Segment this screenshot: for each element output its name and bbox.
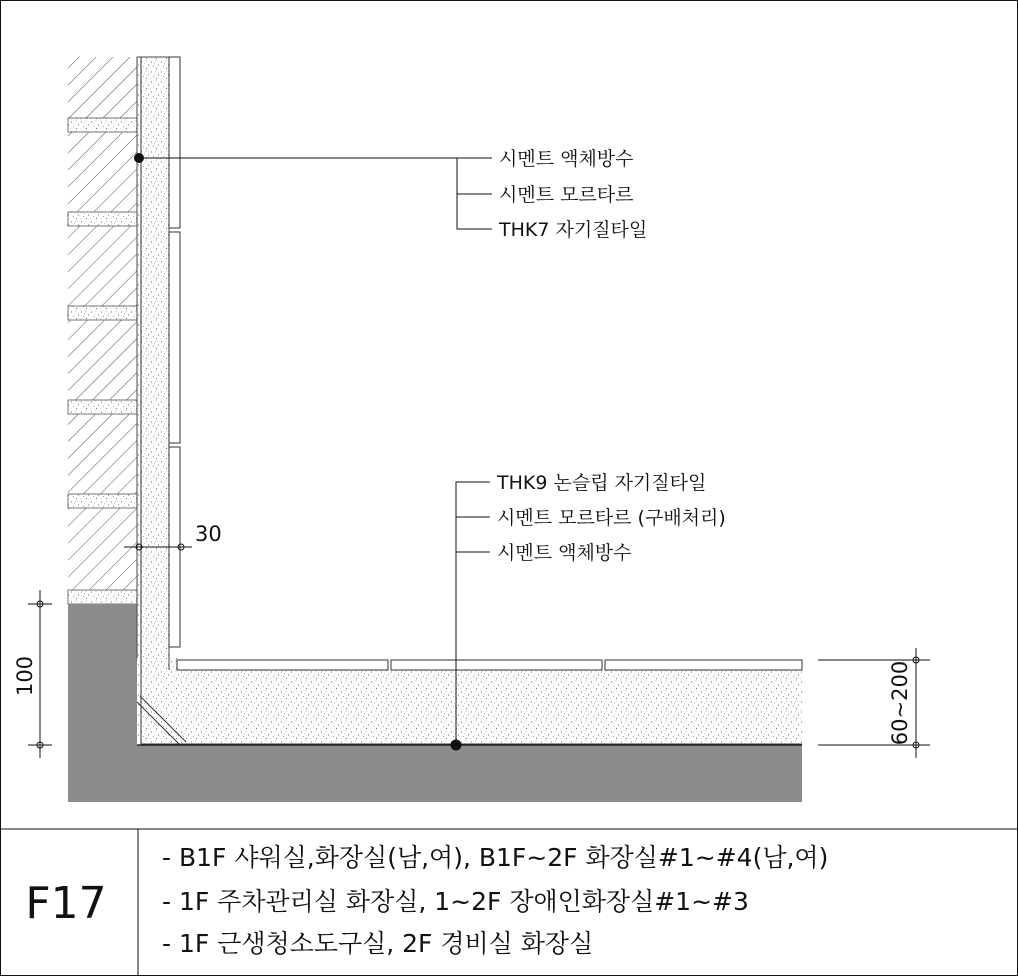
masonry-wall [68,57,137,604]
dimension-wall-finish-text: 30 [195,522,222,546]
wall-mortar [137,57,169,660]
wall-callout [134,148,647,241]
dimension-curb-height [13,590,52,758]
floor-callout-label-1: THK9 논슬립 자기질타일 [497,472,707,494]
legend-note-3: - 1F 근생청소도구실, 2F 경비실 화장실 [162,929,594,958]
wall-callout-label-1: 시멘트 액체방수 [499,148,634,170]
floor-mortar [137,670,802,745]
waterproofing-membrane [141,57,802,744]
wall-callout-label-3: THK7 자기질타일 [499,219,648,241]
legend-code: F17 [25,878,107,929]
legend-note-1: - B1F 샤워실,화장실(남,여), B1F~2F 화장실#1~#4(남,여) [162,843,829,872]
floor-callout-label-2: 시멘트 모르타르 (구배처리) [497,507,726,529]
dimension-floor-thickness-text: 60~200 [888,660,912,746]
wall-callout-label-2: 시멘트 모르타르 [499,184,634,206]
floor-callout-label-3: 시멘트 액체방수 [497,542,632,564]
dimension-curb-height-text: 100 [13,655,37,697]
floor-tiles [177,660,802,670]
dimension-floor-thickness [818,648,930,758]
wall-tiles [169,57,180,647]
legend-note-2: - 1F 주차관리실 화장실, 1~2F 장애인화장실#1~#3 [162,887,749,916]
